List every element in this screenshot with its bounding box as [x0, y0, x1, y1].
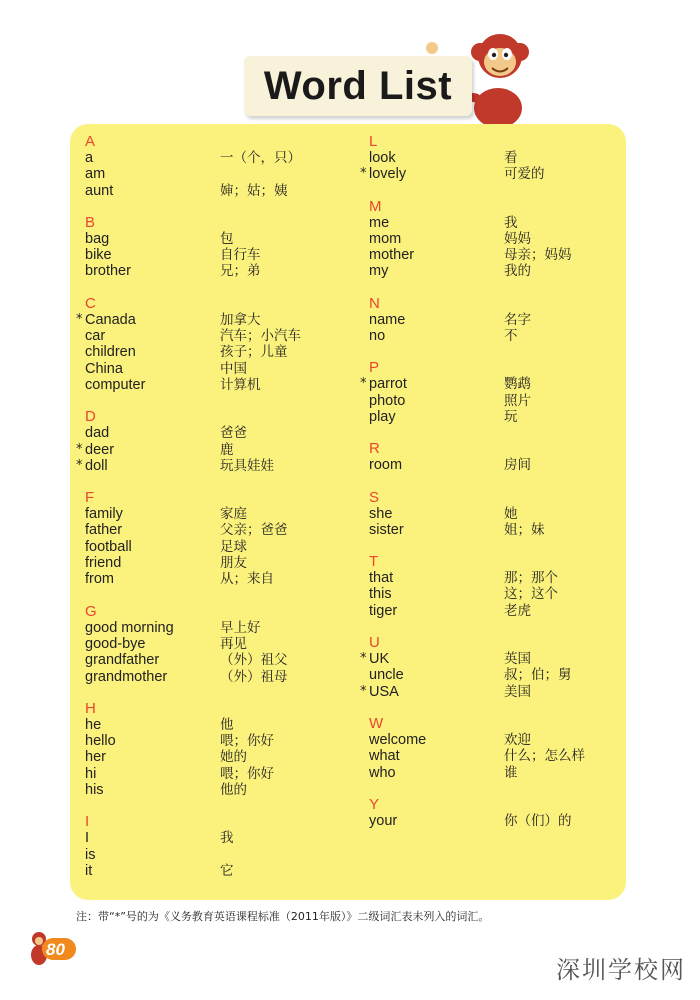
- chinese-meaning: 从；来自: [220, 571, 274, 588]
- english-word: sister: [369, 521, 404, 538]
- chinese-meaning: 足球: [220, 538, 247, 555]
- english-word: welcome: [369, 731, 427, 748]
- word-entry: [360, 586, 630, 602]
- word-entry: [360, 231, 630, 247]
- english-word: a: [85, 150, 94, 166]
- word-entry: [360, 684, 630, 700]
- english-word: she: [369, 505, 393, 522]
- section-letter: S: [369, 488, 380, 506]
- chinese-meaning: 照片: [504, 392, 531, 409]
- english-word: children: [85, 344, 136, 361]
- english-word: what: [369, 748, 400, 765]
- letter-section: [76, 296, 346, 393]
- word-entry: [76, 571, 346, 587]
- english-word: mother: [369, 247, 415, 264]
- chinese-meaning: 妈妈: [504, 230, 531, 247]
- section-letter: Y: [369, 795, 380, 813]
- english-word: who: [369, 764, 396, 781]
- word-entry: [76, 312, 346, 328]
- word-entry: [76, 263, 346, 279]
- english-word: is: [85, 846, 96, 863]
- english-word: bike: [85, 247, 112, 264]
- chinese-meaning: （外）祖母: [220, 668, 288, 685]
- chinese-meaning: 他: [220, 716, 234, 733]
- word-entry: [360, 166, 630, 182]
- english-word: friend: [85, 555, 122, 572]
- chinese-meaning: 孩子；儿童: [220, 344, 288, 361]
- word-entry: [76, 166, 346, 182]
- chinese-meaning: 早上好: [220, 619, 261, 636]
- section-letter: A: [85, 133, 96, 150]
- english-word: hello: [85, 733, 116, 750]
- english-word: China: [85, 360, 123, 377]
- word-entry: [76, 620, 346, 636]
- chinese-meaning: 它: [220, 862, 234, 879]
- english-word: Canada: [85, 311, 136, 328]
- chinese-meaning: 什么；怎么样: [504, 748, 585, 765]
- section-letter: M: [369, 197, 382, 215]
- english-word: grandfather: [85, 652, 160, 669]
- word-entry: [76, 150, 346, 166]
- section-letter: I: [85, 813, 90, 831]
- word-entry: [360, 247, 630, 263]
- word-entry: [360, 732, 630, 748]
- chinese-meaning: 家庭: [220, 506, 247, 523]
- english-word: look: [369, 150, 396, 166]
- chinese-meaning: 英国: [504, 651, 531, 668]
- english-word: name: [369, 311, 406, 328]
- section-letter: P: [369, 359, 380, 377]
- page-title: Word List: [263, 63, 453, 108]
- letter-section: [76, 490, 346, 587]
- chinese-meaning: 谁: [504, 764, 518, 781]
- word-entry: [76, 247, 346, 263]
- word-entry: [76, 669, 346, 685]
- english-word: he: [85, 716, 102, 733]
- chinese-meaning: 自行车: [220, 247, 261, 264]
- chinese-meaning: 母亲；妈妈: [504, 247, 572, 264]
- word-entry: [360, 263, 630, 279]
- chinese-meaning: 姐；妹: [504, 521, 545, 538]
- star-mark: *: [360, 166, 367, 182]
- english-word: hi: [85, 765, 97, 782]
- star-mark: *: [360, 651, 367, 667]
- word-entry: [360, 667, 630, 683]
- chinese-meaning: 欢迎: [504, 731, 531, 748]
- chinese-meaning: 计算机: [220, 376, 261, 393]
- section-letter: T: [369, 553, 379, 571]
- english-word: lovely: [369, 166, 407, 183]
- letter-section: [76, 134, 346, 199]
- word-entry: [360, 603, 630, 619]
- word-entry: [76, 717, 346, 733]
- english-word: good-bye: [85, 635, 146, 652]
- english-word: good morning: [85, 619, 174, 636]
- chinese-meaning: 包: [220, 230, 234, 247]
- word-entry: [76, 361, 346, 377]
- word-entry: [76, 766, 346, 782]
- english-word: computer: [85, 376, 146, 393]
- section-letter: G: [85, 602, 97, 620]
- word-entry: [76, 328, 346, 344]
- star-mark: *: [360, 376, 367, 392]
- word-entry: [360, 409, 630, 425]
- watermark-text: 深圳学校网: [556, 956, 686, 984]
- footnote: 注：带“*”号的为《义务教育英语课程标准（2011年版）》二级词汇表未列入的词汇。: [76, 910, 490, 923]
- letter-section: [360, 554, 630, 619]
- chinese-meaning: 婶；姑；姨: [220, 182, 288, 199]
- chinese-meaning: 再见: [220, 635, 247, 652]
- word-entry: [360, 215, 630, 231]
- letter-section: [76, 604, 346, 685]
- section-letter: D: [85, 408, 96, 426]
- page-number: 80: [46, 940, 65, 959]
- english-word: tiger: [369, 602, 398, 619]
- word-entry: [76, 782, 346, 798]
- chinese-meaning: 名字: [504, 311, 531, 328]
- letter-section: [360, 490, 630, 539]
- chinese-meaning: 你（们）的: [504, 812, 572, 829]
- word-entry: [360, 150, 630, 166]
- english-word: it: [85, 862, 93, 879]
- word-entry: [360, 748, 630, 764]
- english-word: doll: [85, 457, 108, 474]
- letter-section: [360, 441, 630, 473]
- letter-section: [360, 360, 630, 425]
- letter-section: [360, 797, 630, 829]
- chinese-meaning: 老虎: [504, 602, 531, 619]
- chinese-meaning: 我: [504, 214, 518, 231]
- letter-section: [360, 296, 630, 345]
- word-entry: [360, 328, 630, 344]
- english-word: her: [85, 749, 106, 766]
- english-word: bag: [85, 230, 110, 247]
- letter-section: [360, 199, 630, 280]
- section-letter: F: [85, 489, 95, 507]
- letter-section: [76, 814, 346, 879]
- chinese-meaning: 朋友: [220, 555, 247, 572]
- letter-section: [76, 701, 346, 798]
- english-word: that: [369, 570, 394, 587]
- english-word: uncle: [369, 667, 404, 684]
- english-word: grandmother: [85, 668, 168, 685]
- chinese-meaning: 她: [504, 505, 518, 522]
- word-entry: [76, 522, 346, 538]
- word-entry: [360, 570, 630, 586]
- chinese-meaning: 她的: [220, 749, 247, 766]
- section-letter: W: [369, 714, 384, 732]
- english-word: UK: [369, 651, 390, 668]
- english-word: deer: [85, 441, 115, 458]
- english-word: dad: [85, 425, 110, 442]
- letter-section: [360, 716, 630, 781]
- chinese-meaning: 玩具娃娃: [220, 457, 274, 474]
- english-word: aunt: [85, 182, 114, 199]
- chinese-meaning: 鹦鹉: [504, 376, 531, 393]
- word-entry: [76, 652, 346, 668]
- english-word: me: [369, 214, 390, 231]
- chinese-meaning: 汽车；小汽车: [220, 328, 301, 345]
- section-letter: L: [369, 133, 378, 150]
- chinese-meaning: 可爱的: [504, 166, 545, 183]
- word-entry: [76, 863, 346, 879]
- chinese-meaning: 兄；弟: [220, 263, 261, 280]
- word-entry: [76, 733, 346, 749]
- english-word: play: [369, 408, 396, 425]
- english-word: room: [369, 457, 403, 474]
- chinese-meaning: 我的: [504, 263, 531, 280]
- word-entry: [76, 539, 346, 555]
- chinese-meaning: 他的: [220, 782, 247, 799]
- word-list-right-column: [360, 134, 630, 845]
- chinese-meaning: 这；这个: [504, 586, 558, 603]
- chinese-meaning: 玩: [504, 408, 518, 425]
- letter-section: [76, 409, 346, 474]
- english-word: USA: [369, 683, 399, 700]
- word-entry: [360, 376, 630, 392]
- word-list-left-column: [76, 134, 346, 895]
- chinese-meaning: 爸爸: [220, 425, 247, 442]
- word-entry: [76, 458, 346, 474]
- chinese-meaning: 我: [220, 830, 234, 847]
- title-card: [244, 56, 472, 116]
- chinese-meaning: 鹿: [220, 441, 234, 458]
- chinese-meaning: 叔；伯；舅: [504, 667, 572, 684]
- chinese-meaning: （外）祖父: [220, 652, 288, 669]
- word-entry: [76, 377, 346, 393]
- english-word: no: [369, 328, 386, 345]
- english-word: football: [85, 538, 132, 555]
- letter-section: [76, 215, 346, 280]
- english-word: car: [85, 328, 106, 345]
- word-entry: [360, 457, 630, 473]
- word-entry: [76, 231, 346, 247]
- chinese-meaning: 喂；你好: [220, 765, 274, 782]
- english-word: brother: [85, 263, 131, 280]
- word-entry: [76, 830, 346, 846]
- word-entry: [76, 749, 346, 765]
- section-letter: U: [369, 634, 380, 652]
- english-word: am: [85, 166, 106, 183]
- english-word: his: [85, 782, 104, 799]
- section-letter: B: [85, 213, 96, 231]
- word-entry: [76, 555, 346, 571]
- chinese-meaning: 喂；你好: [220, 733, 274, 750]
- english-word: mom: [369, 230, 402, 247]
- word-entry: [76, 506, 346, 522]
- page-number-badge: [26, 930, 76, 970]
- star-mark: *: [76, 441, 83, 457]
- english-word: family: [85, 506, 123, 523]
- word-entry: [76, 847, 346, 863]
- star-mark: *: [76, 311, 83, 327]
- word-entry: [76, 636, 346, 652]
- word-entry: [360, 393, 630, 409]
- section-letter: N: [369, 294, 380, 312]
- chinese-meaning: 不: [504, 328, 518, 345]
- letter-section: [360, 635, 630, 700]
- section-letter: C: [85, 294, 96, 312]
- word-entry: [360, 506, 630, 522]
- english-word: my: [369, 263, 389, 280]
- word-entry: [76, 425, 346, 441]
- chinese-meaning: 一（个，只）: [220, 150, 301, 166]
- english-word: parrot: [369, 376, 407, 393]
- english-word: your: [369, 812, 398, 829]
- chinese-meaning: 那；那个: [504, 570, 558, 587]
- word-entry: [360, 813, 630, 829]
- chinese-meaning: 中国: [220, 360, 247, 377]
- section-letter: H: [85, 699, 96, 717]
- star-mark: *: [76, 457, 83, 473]
- english-word: father: [85, 522, 123, 539]
- chinese-meaning: 看: [504, 150, 518, 166]
- chinese-meaning: 房间: [504, 457, 531, 474]
- word-entry: [360, 522, 630, 538]
- letter-section: [360, 134, 630, 183]
- word-entry: [360, 765, 630, 781]
- chinese-meaning: 美国: [504, 683, 531, 700]
- english-word: I: [85, 830, 90, 847]
- english-word: from: [85, 571, 114, 588]
- word-entry: [360, 312, 630, 328]
- word-entry: [360, 651, 630, 667]
- chinese-meaning: 父亲；爸爸: [220, 522, 288, 539]
- word-entry: [76, 344, 346, 360]
- section-letter: R: [369, 440, 380, 458]
- star-mark: *: [360, 683, 367, 699]
- word-entry: [76, 183, 346, 199]
- english-word: this: [369, 586, 392, 603]
- word-entry: [76, 442, 346, 458]
- english-word: photo: [369, 392, 406, 409]
- chinese-meaning: 加拿大: [220, 311, 261, 328]
